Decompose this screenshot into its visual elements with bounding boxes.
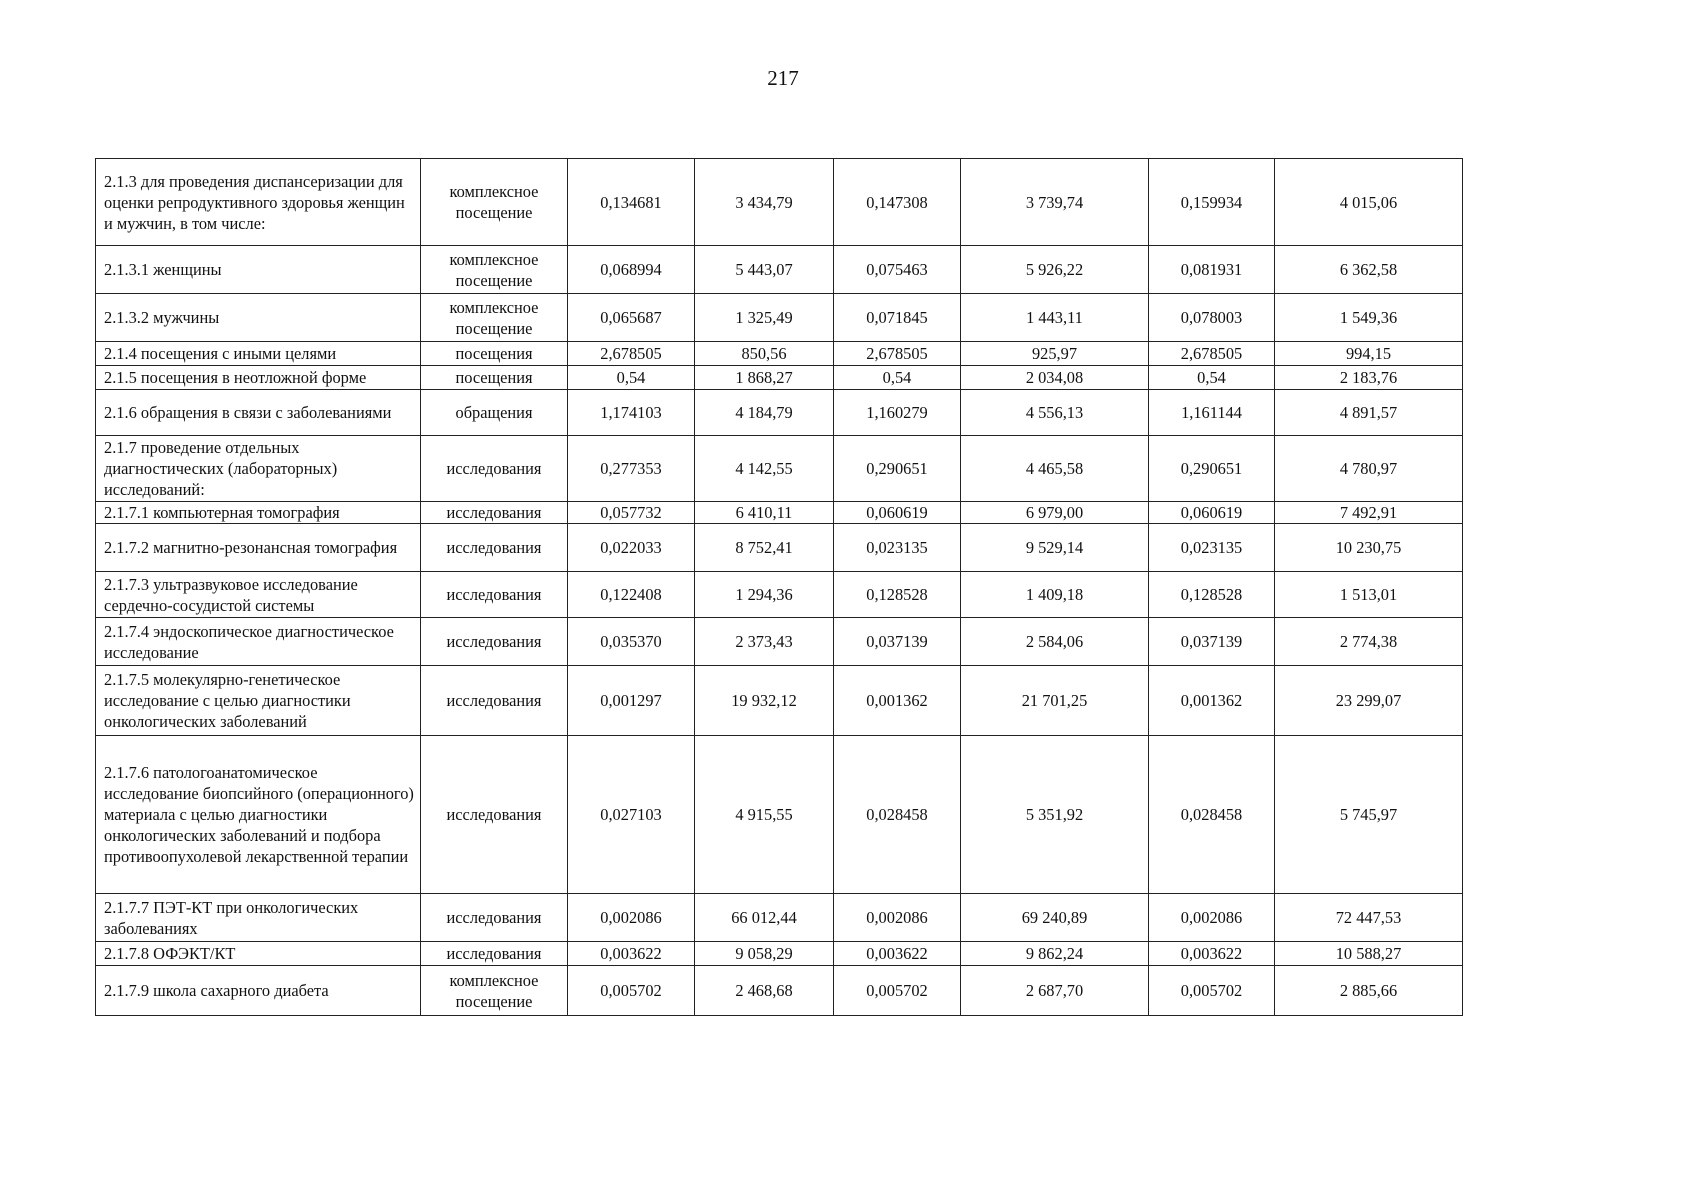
value-cell: 2 774,38 <box>1275 618 1463 666</box>
value-cell: 10 588,27 <box>1275 942 1463 966</box>
table-row <box>96 666 1463 736</box>
value-cell: 5 745,97 <box>1275 736 1463 894</box>
row-name-cell: 2.1.7.9 школа сахарного диабета <box>96 966 421 1016</box>
value-cell: 0,060619 <box>1149 502 1275 524</box>
value-cell: 2 034,08 <box>961 366 1149 390</box>
value-cell: 0,001297 <box>568 666 695 736</box>
value-cell: 1 549,36 <box>1275 294 1463 342</box>
value-cell: 2,678505 <box>568 342 695 366</box>
value-cell: 994,15 <box>1275 342 1463 366</box>
value-cell: 1 325,49 <box>695 294 834 342</box>
value-cell: 5 351,92 <box>961 736 1149 894</box>
value-cell: 4 184,79 <box>695 390 834 436</box>
table-row <box>96 294 1463 342</box>
value-cell: 1,161144 <box>1149 390 1275 436</box>
value-cell: 0,003622 <box>568 942 695 966</box>
value-cell: 2 373,43 <box>695 618 834 666</box>
value-cell: 2 584,06 <box>961 618 1149 666</box>
value-cell: 0,078003 <box>1149 294 1275 342</box>
row-name-cell: 2.1.3.2 мужчины <box>96 294 421 342</box>
table-row <box>96 366 1463 390</box>
value-cell: 0,54 <box>1149 366 1275 390</box>
row-name-cell: 2.1.7.5 молекулярно-генетическое исследование с целью диагностики онкологических заболеваний <box>96 666 421 736</box>
value-cell: 0,003622 <box>1149 942 1275 966</box>
row-name-cell: 2.1.7.8 ОФЭКТ/КТ <box>96 942 421 966</box>
table-row <box>96 436 1463 502</box>
unit-cell: исследования <box>421 736 568 894</box>
value-cell: 0,028458 <box>1149 736 1275 894</box>
row-name-cell: 2.1.7.3 ультразвуковое исследование сердечно-сосудистой системы <box>96 572 421 618</box>
value-cell: 5 443,07 <box>695 246 834 294</box>
value-cell: 0,037139 <box>1149 618 1275 666</box>
unit-cell: обращения <box>421 390 568 436</box>
value-cell: 0,022033 <box>568 524 695 572</box>
value-cell: 2 885,66 <box>1275 966 1463 1016</box>
table-row <box>96 572 1463 618</box>
value-cell: 66 012,44 <box>695 894 834 942</box>
unit-cell: исследования <box>421 618 568 666</box>
value-cell: 5 926,22 <box>961 246 1149 294</box>
table-row <box>96 966 1463 1016</box>
table-row <box>96 894 1463 942</box>
value-cell: 0,001362 <box>834 666 961 736</box>
value-cell: 0,128528 <box>834 572 961 618</box>
unit-cell: посещения <box>421 342 568 366</box>
unit-cell: исследования <box>421 666 568 736</box>
row-name-cell: 2.1.5 посещения в неотложной форме <box>96 366 421 390</box>
value-cell: 0,54 <box>568 366 695 390</box>
table-row <box>96 390 1463 436</box>
unit-cell: исследования <box>421 572 568 618</box>
table-row <box>96 618 1463 666</box>
value-cell: 0,068994 <box>568 246 695 294</box>
value-cell: 1 513,01 <box>1275 572 1463 618</box>
value-cell: 0,290651 <box>1149 436 1275 502</box>
value-cell: 0,134681 <box>568 159 695 246</box>
row-name-cell: 2.1.7.2 магнитно-резонансная томография <box>96 524 421 572</box>
value-cell: 9 529,14 <box>961 524 1149 572</box>
value-cell: 0,035370 <box>568 618 695 666</box>
unit-cell: исследования <box>421 524 568 572</box>
value-cell: 9 862,24 <box>961 942 1149 966</box>
value-cell: 0,002086 <box>568 894 695 942</box>
value-cell: 0,128528 <box>1149 572 1275 618</box>
value-cell: 1 294,36 <box>695 572 834 618</box>
value-cell: 0,005702 <box>1149 966 1275 1016</box>
value-cell: 2,678505 <box>1149 342 1275 366</box>
value-cell: 72 447,53 <box>1275 894 1463 942</box>
value-cell: 19 932,12 <box>695 666 834 736</box>
table-row <box>96 736 1463 894</box>
unit-cell: исследования <box>421 894 568 942</box>
unit-cell: комплексное посещение <box>421 246 568 294</box>
value-cell: 3 434,79 <box>695 159 834 246</box>
value-cell: 4 465,58 <box>961 436 1149 502</box>
unit-cell: исследования <box>421 502 568 524</box>
value-cell: 0,060619 <box>834 502 961 524</box>
value-cell: 6 362,58 <box>1275 246 1463 294</box>
value-cell: 0,159934 <box>1149 159 1275 246</box>
value-cell: 9 058,29 <box>695 942 834 966</box>
value-cell: 0,002086 <box>1149 894 1275 942</box>
row-name-cell: 2.1.7.4 эндоскопическое диагностическое исследование <box>96 618 421 666</box>
value-cell: 0,54 <box>834 366 961 390</box>
row-name-cell: 2.1.3.1 женщины <box>96 246 421 294</box>
value-cell: 1,174103 <box>568 390 695 436</box>
value-cell: 2,678505 <box>834 342 961 366</box>
row-name-cell: 2.1.7.7 ПЭТ-КТ при онкологических заболеваниях <box>96 894 421 942</box>
value-cell: 69 240,89 <box>961 894 1149 942</box>
unit-cell: комплексное посещение <box>421 294 568 342</box>
value-cell: 0,290651 <box>834 436 961 502</box>
value-cell: 0,071845 <box>834 294 961 342</box>
unit-cell: комплексное посещение <box>421 966 568 1016</box>
value-cell: 7 492,91 <box>1275 502 1463 524</box>
value-cell: 0,037139 <box>834 618 961 666</box>
value-cell: 925,97 <box>961 342 1149 366</box>
value-cell: 4 915,55 <box>695 736 834 894</box>
value-cell: 6 410,11 <box>695 502 834 524</box>
value-cell: 0,005702 <box>834 966 961 1016</box>
value-cell: 850,56 <box>695 342 834 366</box>
value-cell: 0,057732 <box>568 502 695 524</box>
value-cell: 0,005702 <box>568 966 695 1016</box>
value-cell: 1 409,18 <box>961 572 1149 618</box>
value-cell: 1 868,27 <box>695 366 834 390</box>
data-table <box>95 158 1463 1016</box>
value-cell: 4 891,57 <box>1275 390 1463 436</box>
value-cell: 0,075463 <box>834 246 961 294</box>
row-name-cell: 2.1.7.6 патологоанатомическое исследование биопсийного (операционного) материала с целью диагностики онкологических заболеваний и подбора противоопухолевой лекарственной терапии <box>96 736 421 894</box>
value-cell: 0,023135 <box>1149 524 1275 572</box>
value-cell: 0,027103 <box>568 736 695 894</box>
unit-cell: исследования <box>421 436 568 502</box>
table-row <box>96 502 1463 524</box>
value-cell: 4 780,97 <box>1275 436 1463 502</box>
value-cell: 3 739,74 <box>961 159 1149 246</box>
value-cell: 10 230,75 <box>1275 524 1463 572</box>
value-cell: 0,277353 <box>568 436 695 502</box>
unit-cell: комплексное посещение <box>421 159 568 246</box>
unit-cell: исследования <box>421 942 568 966</box>
row-name-cell: 2.1.3 для проведения диспансеризации для оценки репродуктивного здоровья женщин и мужчин, в том числе: <box>96 159 421 246</box>
value-cell: 0,028458 <box>834 736 961 894</box>
value-cell: 6 979,00 <box>961 502 1149 524</box>
value-cell: 0,001362 <box>1149 666 1275 736</box>
value-cell: 0,003622 <box>834 942 961 966</box>
value-cell: 4 015,06 <box>1275 159 1463 246</box>
table-body <box>96 159 1463 1016</box>
row-name-cell: 2.1.6 обращения в связи с заболеваниями <box>96 390 421 436</box>
value-cell: 1,160279 <box>834 390 961 436</box>
value-cell: 21 701,25 <box>961 666 1149 736</box>
value-cell: 2 687,70 <box>961 966 1149 1016</box>
row-name-cell: 2.1.7.1 компьютерная томография <box>96 502 421 524</box>
unit-cell: посещения <box>421 366 568 390</box>
row-name-cell: 2.1.4 посещения с иными целями <box>96 342 421 366</box>
value-cell: 2 183,76 <box>1275 366 1463 390</box>
value-cell: 0,023135 <box>834 524 961 572</box>
row-name-cell: 2.1.7 проведение отдельных диагностических (лабораторных) исследований: <box>96 436 421 502</box>
value-cell: 2 468,68 <box>695 966 834 1016</box>
value-cell: 0,122408 <box>568 572 695 618</box>
page-number: 217 <box>767 66 799 90</box>
value-cell: 4 142,55 <box>695 436 834 502</box>
value-cell: 8 752,41 <box>695 524 834 572</box>
table-row <box>96 159 1463 246</box>
value-cell: 23 299,07 <box>1275 666 1463 736</box>
value-cell: 4 556,13 <box>961 390 1149 436</box>
table-row <box>96 246 1463 294</box>
value-cell: 0,065687 <box>568 294 695 342</box>
value-cell: 0,002086 <box>834 894 961 942</box>
value-cell: 1 443,11 <box>961 294 1149 342</box>
table-row <box>96 524 1463 572</box>
value-cell: 0,147308 <box>834 159 961 246</box>
table-row <box>96 342 1463 366</box>
table-row <box>96 942 1463 966</box>
value-cell: 0,081931 <box>1149 246 1275 294</box>
